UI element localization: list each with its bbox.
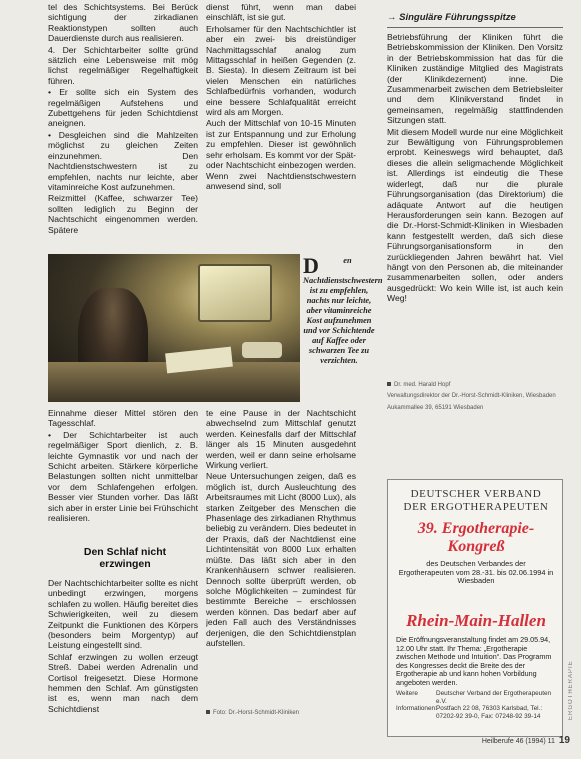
author-line: Aukammallee 39, 65191 Wiesbaden: [387, 404, 484, 411]
paragraph: Einnahme dieser Mittel stören den Tagesschlaf.: [48, 408, 198, 429]
paragraph: Erholsamer für den Nachtschichtler ist aber ein zwei- bis dreistündiger Nachmittagsschlaf analog zum Mittagsschlaf in heißen Gegenden (z. B. Siesta). In diesem Zeitraum ist bei vielen Menschen ein natürliches Schlafbedürfnis vorhanden, wodurch eine bessere Schlafqualität erreicht wird als am Morgen.: [206, 23, 356, 118]
ad-description: Die Eröffnungsveranstaltung findet am 29.05.94, 12.00 Uhr statt. Ihr Thema: „Ergotherapie zwischen Methode und Intuition“. Das Programm des Kongresses deckt die Breite des der Ergotherapie ab und kann hohen Vorbildung angeboten werden.: [396, 635, 552, 687]
section-heading: → Singuläre Führungsspitze: [387, 12, 516, 23]
article-column-1-continued: [48, 578, 198, 728]
photo-telephone: [242, 342, 282, 358]
paragraph: te eine Pause in der Nachtschicht abwechselnd zum Mittschlaf genutzt werden. Keinesfalls darf der Mittschlaf länger als 15 Minuten ausgedehnt werden, weil er dann seine erholsame Wirkung verliert.: [206, 408, 356, 471]
page-number: 19: [558, 735, 570, 746]
article-column-1-bottom: [48, 408, 198, 538]
congress-advertisement: [387, 479, 563, 737]
paragraph: Betriebsführung der Kliniken führt die Betriebskommission der Kliniken. Den Vorsitz in der Betriebskommission hat das für die Kliniken zuständige Mitglied des Magistrats (der Klinikdezernent) inne. Die Zusammenarbeit zwischen dem Betriebsleiter und dem Klinikverstand findet in gemeinsamen, regelmäßig stattfindenden Sitzungen statt.: [387, 32, 563, 126]
subheading: Den Schlaf nicht erzwingen: [83, 546, 167, 570]
article-column-2-top: [206, 2, 356, 246]
ad-congress-info: des Deutschen Verbandes der Ergotherapeuten vom 28.-31. bis 02.06.1994 in Wiesbaden: [398, 559, 554, 586]
ad-congress-title: 39. Ergotherapie- Kongreß: [417, 520, 535, 555]
photo-monitor: [198, 264, 272, 322]
article-column-1-top: [48, 2, 198, 238]
page-footer: [430, 735, 570, 746]
paragraph: Mit diesem Modell wurde nur eine Möglichkeit zur Bewältigung von Führungsproblemen erprobt. Keineswegs wird behauptet, daß dieses die allein seligmachende Möglichkeit ist. Allerdings ist eindeutig die These widerlegt, daß nur die plurale Führungsorganisation (das Direktorium) die adäquate Antwort auf die heutigen Herausforderungen sein kann. Bezogen auf die Dr.-Horst-Schmidt-Kliniken in Wiesbaden kann festgestellt werden, daß sich diese Führungsorganisationsform in den zurückliegenden Jahren bewährt hat. Viel hängt von den Personen ab, die miteinander zusammenarbeiten sollen, oder anders ausgedrückt: Wo kein Wille ist, ist auch kein Weg!: [387, 126, 563, 304]
paragraph: • Desgleichen sind die Mahlzeiten möglichst zu gleichen Zeiten einzunehmen. Den Nachtdienstschwestern ist zu empfehlen, nachts nur leichte, aber vitaminreiche Kost aufzunehmen.: [48, 129, 198, 192]
photo-credit: [206, 710, 356, 716]
paragraph: Auch der Mittschlaf von 10-15 Minuten ist zur Entspannung und zur Erholung zu empfehlen. Dieser ist gewöhnlich sehr erholsam. Es kommt vor der Spät- oder Nachtschicht einbezogen werden. Wenn zwei Nachtdienstschwestern anwesend sind, soll: [206, 118, 356, 191]
author-line: Verwaltungsdirektor der Dr.-Horst-Schmidt-Kliniken, Wiesbaden: [387, 393, 556, 400]
article-photo: [48, 254, 300, 402]
ad-organization: DEUTSCHER VERBAND DER ERGOTHERAPEUTEN: [403, 488, 549, 513]
ad-contact: Weitere Deutscher Verband der Ergotherapeuten e.V. Informationen:Postfach 22 08, 76303 Karlsbad, Tel.: 07202-92 39-0, Fax: 07248-92 39-14: [396, 690, 552, 720]
article-column-3: [387, 32, 563, 366]
paragraph: Der Nachtschichtarbeiter sollte es nicht unbedingt erzwingen, morgens schlafen zu wollen. Häufig bereitet dies Schwierigkeiten, weil zu diesem Zeitpunkt die Funktionen des Körpers (besonders beim Morgentyp) auf Leistung eingestellt sind.: [48, 578, 198, 651]
heading-rule: [387, 27, 563, 28]
drop-cap: D: [303, 253, 319, 278]
vertical-section-label: ERGOTHERAPIE: [568, 660, 574, 720]
paragraph: Reizmittel (Kaffee, schwarzer Tee) sollten lediglich zu Beginn der Nachtschicht eingenommen werden. Spätere: [48, 193, 198, 235]
paragraph: 4. Der Schichtarbeiter sollte gründ sätzlich eine Lebensweise mit mög lichst regelmäßiger Regelhaftigkeit führen.: [48, 44, 198, 86]
paragraph: dienst führt, wenn man dabei einschläft, ist sie gut.: [206, 2, 356, 23]
square-bullet-icon: [387, 382, 391, 386]
paragraph: Schlaf erzwingen zu wollen erzeugt Streß. Dabei werden Adrenalin und Cortisol freigesetzt. Diese Hormone hemmen den Schlaf. Am günstigsten ist es, wenn man nach dem Schichtdienst: [48, 651, 198, 714]
article-column-2-bottom: [206, 408, 356, 708]
paragraph: tel des Schichtsystems. Bei Berück sichtigung der zirkadianen Reaktionstypen sollten auch Dauerdienste durch aus realisieren.: [48, 2, 198, 44]
ad-venue: Rhein-Main-Hallen: [406, 611, 546, 630]
pull-quote: [303, 253, 383, 374]
paragraph: • Er sollte sich ein System des regelmäßigen Aufstehens und Zubettgehens für jeden Schichtdienst aneignen.: [48, 87, 198, 129]
author-info: [387, 382, 563, 416]
journal-reference: Heilberufe 46 (1994) 11: [481, 738, 555, 745]
author-line: Dr. med. Harald Hopf: [387, 382, 563, 389]
paragraph: Neue Untersuchungen zeigen, daß es möglich ist, durch Ausleuchtung des Arbeitsraumes mit Licht (8000 Lux), als starken Zeitgeber des Menschen die Phasenlage des zirkadianen Rhythmus beliebig zu verändern. Dies bedeutet in der Praxis, daß der Nachtdienst eine Lichtintensität von 8000 Lux erhalten müßte. Das läßt sich aber in den Krankenhäusern schwer realisieren. Dennoch sollte überprüft werden, ob solche Möglichkeiten – zumindest für bestimmte Bereiche – erschlossen werden können. Das bedarf aber auf jeden Fall auch des Verständnisses derjenigen, die den Schichtdienstplan aufstellen.: [206, 471, 356, 648]
square-bullet-icon: [206, 710, 210, 714]
photo-credit-text: Foto: Dr.-Horst-Schmidt-Kliniken: [213, 710, 300, 716]
paragraph: • Der Schichtarbeiter ist auch regelmäßiger Sport dienlich, z. B. leichte Gymnastik vor und nach der Schicht arbeiten. Stärkere körperliche Belastungen sollten nicht unmittelbar vor dem Schlafengehen erfolgen. Besser vier Stunden vorher. Das läßt sich aber in erster Linie bei Frühschicht realisieren.: [48, 429, 198, 524]
pull-quote-text: en Nachtdienstschwestern ist zu empfehlen, nachts nur leichte, aber vitaminreiche Kost aufzunehmen und vor Schichtende auf Kaffee oder schwarzen Tee zu verzichten.: [303, 256, 383, 365]
